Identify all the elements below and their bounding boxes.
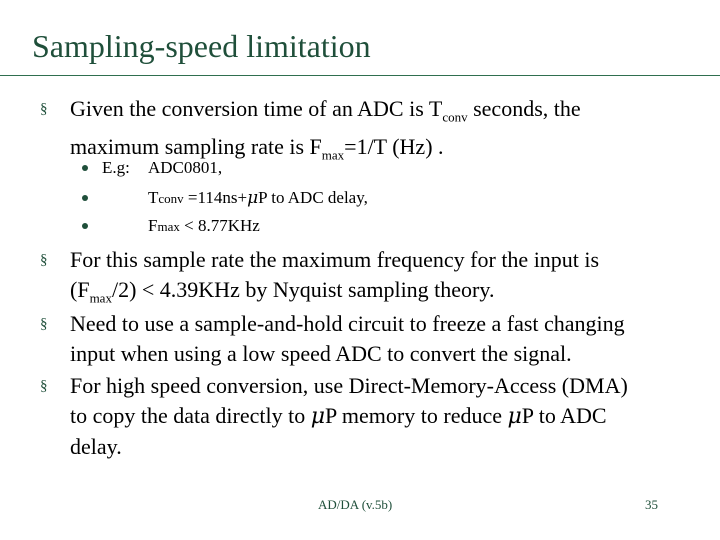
example-label: E.g: — [102, 158, 130, 177]
section-bullet-icon: § — [40, 101, 48, 117]
fmax-text: Fmax < 8.77KHz — [148, 216, 260, 235]
bullet-text: Need to use a sample-and-hold circuit to freeze a fast changing input when using a low speed ADC to convert the signal. — [70, 311, 625, 366]
section-bullet-icon: § — [40, 378, 48, 394]
bullet-conversion-time — [40, 94, 700, 171]
dot-bullet-icon — [82, 223, 88, 229]
example-adc: ADC0801, — [148, 158, 223, 177]
bullet-text: For this sample rate the maximum frequency for the input is $(F_{max}/2) < 4.39KHz$ by Nyquist sampling theory. — [70, 247, 600, 306]
slide-title: Sampling-speed limitation — [32, 28, 371, 64]
bullet-sample-hold — [40, 309, 700, 369]
section-bullet-icon: § — [40, 316, 48, 332]
title-underline — [0, 75, 720, 76]
tconv-text: Tconv =114ns+μP to ADC delay, — [148, 188, 368, 208]
section-bullet-icon: § — [40, 252, 48, 268]
bullet-dma — [40, 371, 700, 462]
footer-course-label: AD/DA (v.5b) — [318, 497, 393, 512]
page-number: 35 — [645, 497, 658, 512]
bullet-text: For high speed conversion, use Direct-Memory-Access (DMA) to copy the data directly to μP memory to reduce μP to ADC delay. — [70, 373, 628, 459]
dot-bullet-icon — [82, 165, 88, 171]
bullet-nyquist — [40, 245, 700, 313]
bullet-text: Given the conversion time of an ADC is $T_{conv}$ seconds, the maximum sampling rate is $F_{max}=1/T$ (Hz) . — [70, 96, 581, 163]
dot-bullet-icon — [82, 195, 88, 201]
